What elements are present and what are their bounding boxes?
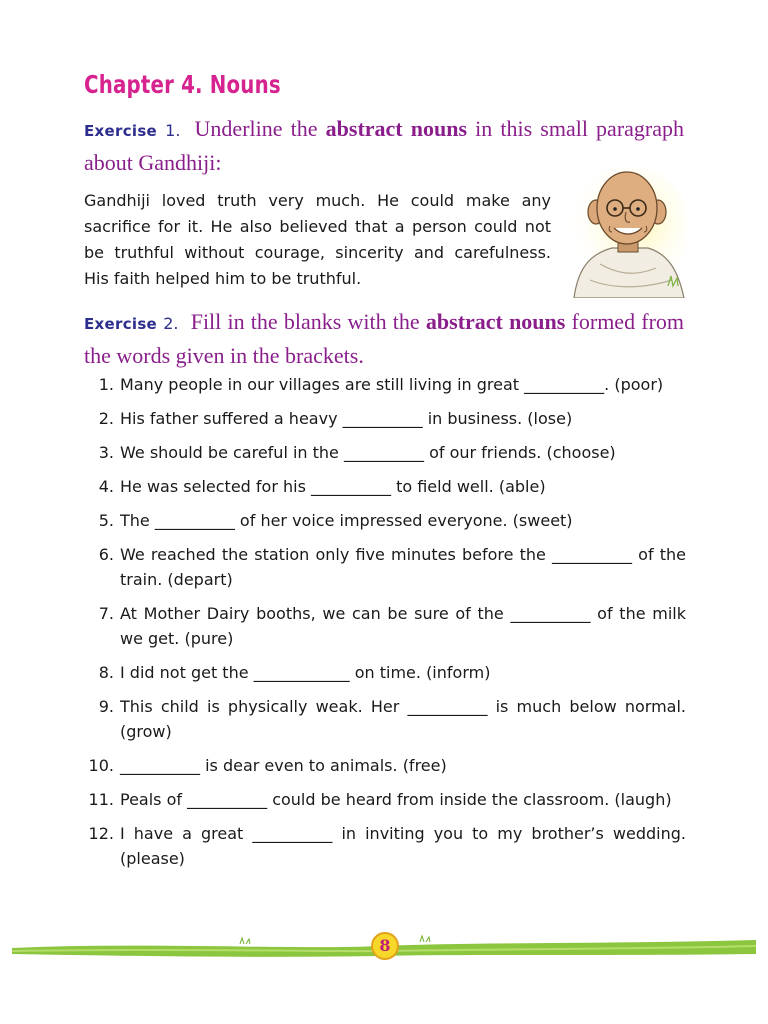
- list-item: [84, 542, 686, 592]
- question-text: __________ is dear even to animals. (free): [120, 756, 447, 775]
- list-item: [84, 601, 686, 651]
- page-number: 8: [371, 932, 399, 960]
- exercise-2-number: 2.: [163, 314, 179, 333]
- chapter-title: Chapter 4. Nouns: [84, 70, 281, 99]
- question-number: 6.: [98, 545, 114, 564]
- list-item: [84, 474, 686, 499]
- question-text: At Mother Dairy booths, we can be sure of the __________ of the milk we get. (pure): [120, 604, 686, 648]
- list-item: [84, 660, 686, 685]
- question-text: This child is physically weak. Her __________ is much below normal. (grow): [120, 697, 686, 741]
- question-number: 9.: [98, 697, 114, 716]
- list-item: [84, 440, 686, 465]
- exercise-2-text-after: formed from the words given in the brackets.: [84, 309, 685, 368]
- question-number: 1.: [98, 375, 114, 394]
- list-item: [84, 787, 686, 812]
- list-item: [84, 372, 686, 397]
- question-number: 3.: [98, 443, 114, 462]
- question-text: I have a great __________ in inviting you to my brother’s wedding. (please): [120, 824, 686, 868]
- list-item: [84, 508, 686, 533]
- question-text: His father suffered a heavy __________ in business. (lose): [120, 409, 573, 428]
- question-text: The __________ of her voice impressed everyone. (sweet): [120, 511, 573, 530]
- question-text: We should be careful in the __________ of our friends. (choose): [120, 443, 616, 462]
- question-number: 5.: [98, 511, 114, 530]
- exercise-1-text-before: Underline the: [194, 116, 318, 141]
- question-list: [84, 372, 686, 871]
- paragraph-line: Gandhiji loved truth very much. He could make any: [84, 191, 551, 210]
- exercise-2-heading: [84, 306, 684, 371]
- question-text: We reached the station only five minutes before the __________ of the train. (depart): [120, 545, 686, 589]
- paragraph-line: sacrifice for it. He also believed that a person could not: [84, 217, 551, 236]
- exercise-2-emphasis: abstract nouns: [425, 309, 566, 334]
- list-item: [84, 821, 686, 871]
- question-text: Peals of __________ could be heard from inside the classroom. (laugh): [120, 790, 672, 809]
- list-item: [84, 406, 686, 431]
- question-number: 11.: [88, 790, 114, 809]
- question-number: 12.: [88, 824, 114, 843]
- question-text: I did not get the ____________ on time. (inform): [120, 663, 491, 682]
- gandhiji-paragraph: [84, 188, 551, 292]
- exercise-1-emphasis: abstract nouns: [325, 116, 468, 141]
- exercise-2-label: Exercise: [84, 315, 158, 333]
- question-number: 7.: [98, 604, 114, 623]
- paragraph-line: be truthful without courage, sincerity and carefulness.: [84, 243, 551, 262]
- paragraph-line: His faith helped him to be truthful.: [84, 269, 362, 288]
- question-number: 8.: [98, 663, 114, 682]
- question-number: 2.: [98, 409, 114, 428]
- list-item: [84, 753, 686, 778]
- question-number: 4.: [98, 477, 114, 496]
- exercise-1-number: 1.: [165, 121, 181, 140]
- question-number: 10.: [88, 756, 114, 775]
- question-text: Many people in our villages are still living in great __________. (poor): [120, 375, 664, 394]
- exercise-2-text-before: Fill in the blanks with the: [190, 309, 420, 334]
- question-text: He was selected for his __________ to field well. (able): [120, 477, 546, 496]
- gandhiji-illustration: [560, 168, 686, 298]
- list-item: [84, 694, 686, 744]
- exercise-1-text-after: in this small paragraph about Gandhiji:: [84, 116, 685, 175]
- exercise-1-label: Exercise: [84, 122, 158, 140]
